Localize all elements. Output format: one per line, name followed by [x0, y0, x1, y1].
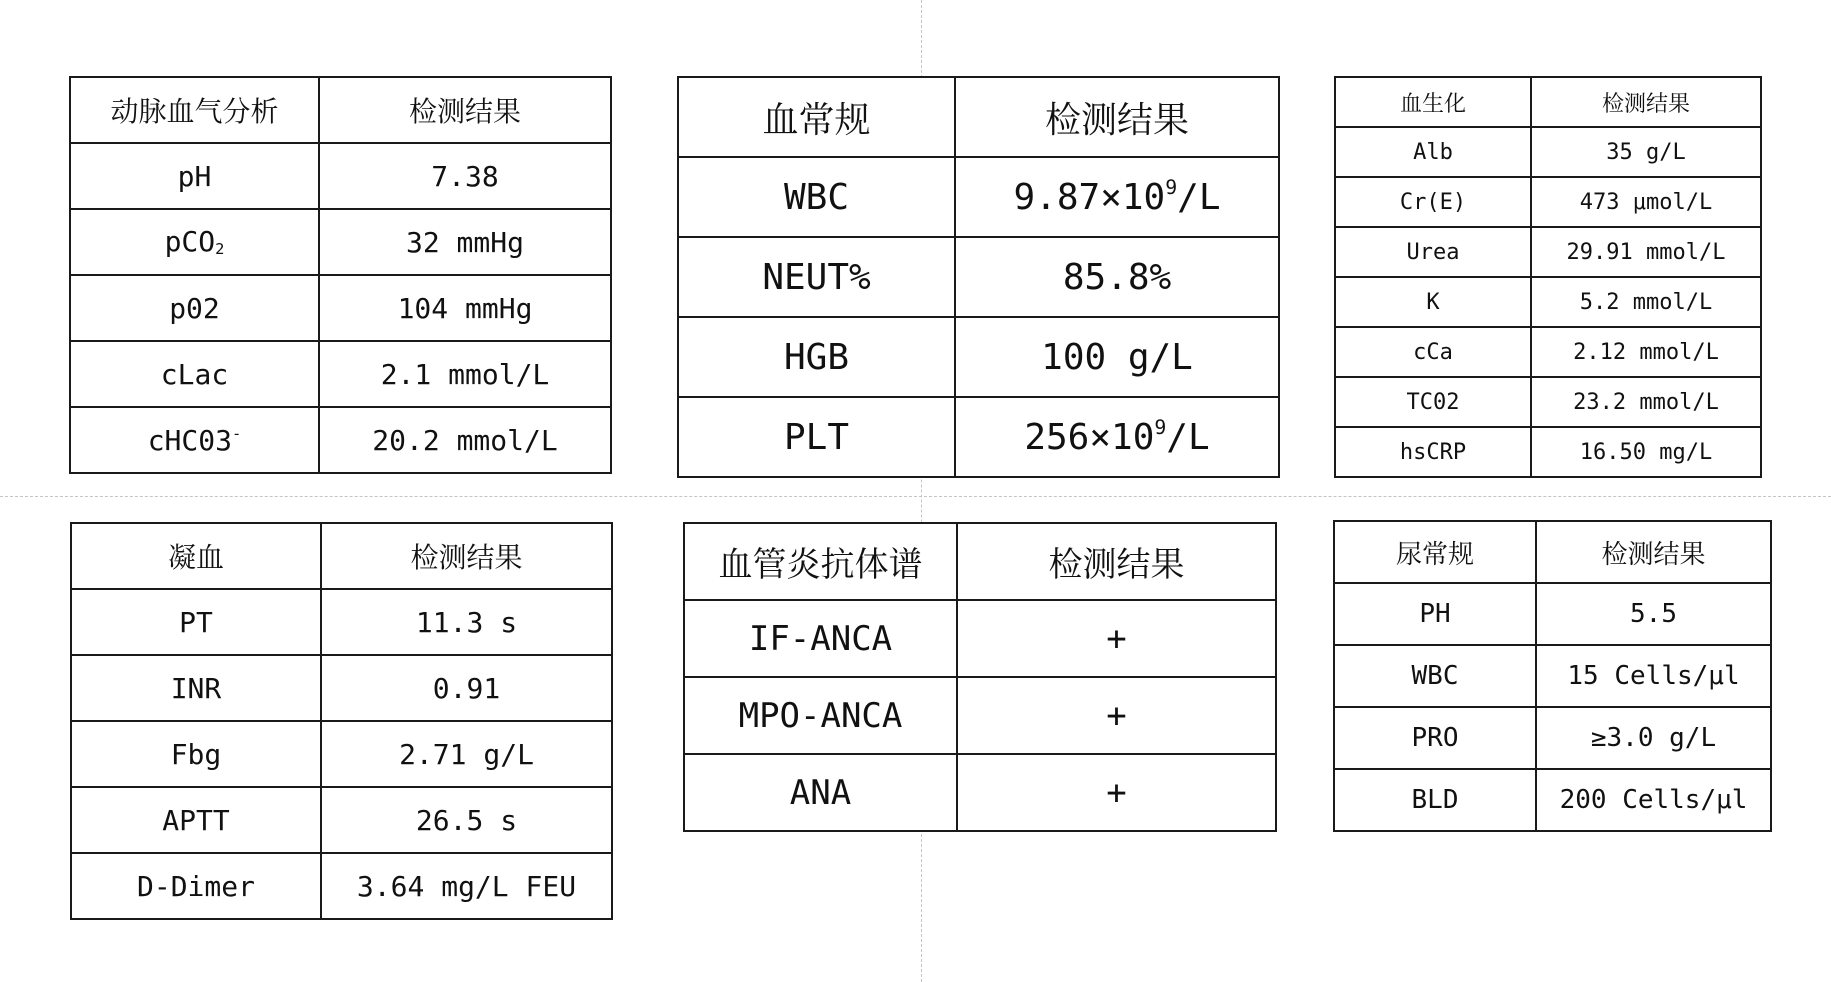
test-result: 26.5 s	[321, 787, 612, 853]
header-result: 检测结果	[319, 77, 611, 143]
exponent: 9	[1165, 176, 1178, 200]
table-row	[1334, 707, 1771, 769]
table-row	[1335, 177, 1761, 227]
header-result: 检测结果	[1531, 77, 1761, 127]
horizontal-guide-line	[0, 496, 1831, 497]
table-row	[1334, 769, 1771, 831]
test-name: PLT	[678, 397, 955, 477]
test-result: +	[957, 677, 1276, 754]
test-result: 20.2 mmol/L	[319, 407, 611, 473]
test-result: 104 mmHg	[319, 275, 611, 341]
test-name: cLac	[70, 341, 319, 407]
test-name: PRO	[1334, 707, 1536, 769]
test-result	[955, 157, 1279, 237]
test-name: Urea	[1335, 227, 1531, 277]
test-result: 0.91	[321, 655, 612, 721]
table-row	[1335, 227, 1761, 277]
table-row	[1335, 327, 1761, 377]
test-result: 85.8%	[955, 237, 1279, 317]
test-name: HGB	[678, 317, 955, 397]
table-row	[678, 317, 1279, 397]
header-test-name: 血生化	[1335, 77, 1531, 127]
test-result: 23.2 mmol/L	[1531, 377, 1761, 427]
table-row	[71, 787, 612, 853]
table-row	[70, 143, 611, 209]
test-result: 35 g/L	[1531, 127, 1761, 177]
test-name: BLD	[1334, 769, 1536, 831]
subscript-2: 2	[215, 240, 225, 259]
arterial-blood-gas-table	[69, 76, 612, 474]
result-unit: /L	[1166, 416, 1210, 458]
table-header-row	[684, 523, 1276, 600]
test-result: 5.2 mmol/L	[1531, 277, 1761, 327]
urinalysis-table	[1333, 520, 1772, 832]
header-test-name: 血管炎抗体谱	[684, 523, 957, 600]
table-row	[1334, 583, 1771, 645]
table-row	[70, 209, 611, 275]
blood-biochemistry-table	[1334, 76, 1762, 478]
table-header-row	[1334, 521, 1771, 583]
test-result: 7.38	[319, 143, 611, 209]
table-row	[684, 677, 1276, 754]
header-test-name: 凝血	[71, 523, 321, 589]
test-name: IF-ANCA	[684, 600, 957, 677]
header-result: 检测结果	[321, 523, 612, 589]
test-name: TC02	[1335, 377, 1531, 427]
test-name: Fbg	[71, 721, 321, 787]
test-name-text: cHC03	[147, 423, 232, 457]
test-name	[70, 209, 319, 275]
table-row	[678, 237, 1279, 317]
test-name: p02	[70, 275, 319, 341]
header-test-name: 动脉血气分析	[70, 77, 319, 143]
test-name: INR	[71, 655, 321, 721]
table-row	[70, 407, 611, 473]
table-header-row	[70, 77, 611, 143]
test-name: NEUT%	[678, 237, 955, 317]
table-row	[70, 275, 611, 341]
test-name: K	[1335, 277, 1531, 327]
table-row	[71, 589, 612, 655]
test-name: D-Dimer	[71, 853, 321, 919]
test-name: pH	[70, 143, 319, 209]
header-test-name: 血常规	[678, 77, 955, 157]
test-name: Cr(E)	[1335, 177, 1531, 227]
test-result: 3.64 mg/L FEU	[321, 853, 612, 919]
table-row	[678, 397, 1279, 477]
test-result: 2.1 mmol/L	[319, 341, 611, 407]
table-row	[1335, 377, 1761, 427]
test-name-text: pCO	[164, 225, 216, 259]
test-name: ANA	[684, 754, 957, 831]
table-row	[71, 655, 612, 721]
coagulation-table	[70, 522, 613, 920]
test-result: 11.3 s	[321, 589, 612, 655]
table-header-row	[678, 77, 1279, 157]
table-row	[71, 721, 612, 787]
test-result: 5.5	[1536, 583, 1771, 645]
test-name: MPO-ANCA	[684, 677, 957, 754]
test-result: +	[957, 754, 1276, 831]
test-result	[955, 397, 1279, 477]
table-header-row	[71, 523, 612, 589]
test-result: 32 mmHg	[319, 209, 611, 275]
test-name: APTT	[71, 787, 321, 853]
test-name: WBC	[1334, 645, 1536, 707]
table-row	[678, 157, 1279, 237]
vasculitis-antibody-table	[683, 522, 1277, 832]
test-name: PH	[1334, 583, 1536, 645]
test-name: WBC	[678, 157, 955, 237]
test-name: PT	[71, 589, 321, 655]
complete-blood-count-table	[677, 76, 1280, 478]
header-result: 检测结果	[957, 523, 1276, 600]
test-result: 2.71 g/L	[321, 721, 612, 787]
test-name: hsCRP	[1335, 427, 1531, 477]
header-result: 检测结果	[955, 77, 1279, 157]
test-name: cCa	[1335, 327, 1531, 377]
test-result: 473 μmol/L	[1531, 177, 1761, 227]
result-text: 9.87×10	[1013, 176, 1166, 218]
test-result: ≥3.0 g/L	[1536, 707, 1771, 769]
test-result: 16.50 mg/L	[1531, 427, 1761, 477]
superscript-minus: -	[232, 423, 242, 442]
table-row	[1335, 427, 1761, 477]
result-unit: /L	[1177, 176, 1221, 218]
result-text: 256×10	[1024, 416, 1155, 458]
test-result: 15 Cells/μl	[1536, 645, 1771, 707]
exponent: 9	[1154, 416, 1167, 440]
table-row	[1334, 645, 1771, 707]
test-result: 200 Cells/μl	[1536, 769, 1771, 831]
test-result: 100 g/L	[955, 317, 1279, 397]
header-test-name: 尿常规	[1334, 521, 1536, 583]
test-result: +	[957, 600, 1276, 677]
table-row	[684, 600, 1276, 677]
test-result: 29.91 mmol/L	[1531, 227, 1761, 277]
table-row	[1335, 127, 1761, 177]
table-row	[70, 341, 611, 407]
test-name: Alb	[1335, 127, 1531, 177]
table-row	[71, 853, 612, 919]
table-row	[1335, 277, 1761, 327]
table-row	[684, 754, 1276, 831]
header-result: 检测结果	[1536, 521, 1771, 583]
test-name	[70, 407, 319, 473]
test-result: 2.12 mmol/L	[1531, 327, 1761, 377]
table-header-row	[1335, 77, 1761, 127]
